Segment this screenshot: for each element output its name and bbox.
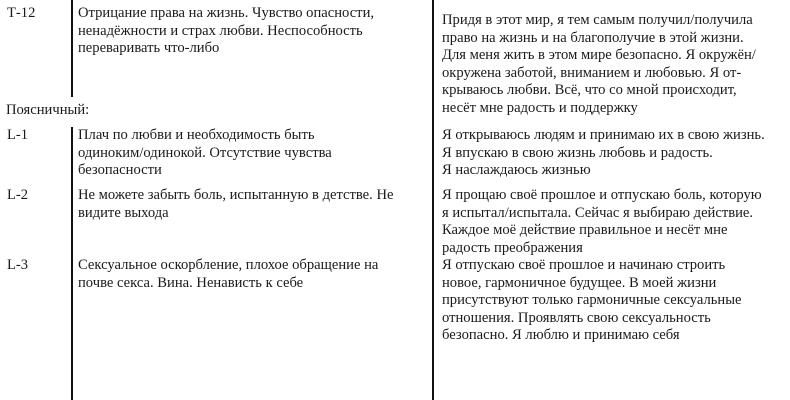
text-line: видите выхода: [78, 204, 169, 221]
text-line: Каждое моё действие правильное и несёт мне: [442, 222, 728, 238]
text-line: окружена заботой, вниманием и любовью. Я от-: [442, 64, 742, 81]
column-divider-right: [432, 0, 434, 400]
text-line: Плач по любви и необходимость быть: [78, 127, 315, 143]
text-line: одиноким/одинокой. Отсутствие чувства: [78, 144, 332, 161]
problem-text: [78, 127, 423, 180]
text-line: Я открываюсь людям и принимаю их в свою жизнь.: [442, 127, 765, 143]
text-line: Я отпускаю своё прошлое и начинаю строить: [442, 257, 726, 273]
text-line: Для меня жить в этом мире безопасно. Я окружён/: [442, 47, 756, 63]
text-line: Сексуальное оскорбление, плохое обращение на: [78, 257, 379, 273]
text-line: крываюсь любви. Всё, что со мной происходит,: [442, 82, 737, 98]
problem-text: [78, 5, 423, 58]
problem-text: [78, 257, 423, 292]
text-line: новое, гармоничное будущее. В моей жизни: [442, 274, 717, 291]
text-line: Я наслаждаюсь жизнью: [442, 162, 591, 178]
text-line: Отрицание права на жизнь. Чувство опасности,: [78, 5, 375, 21]
text-line: Я прощаю своё прошлое и отпускаю боль, которую: [442, 187, 762, 203]
text-line: радость преображения: [442, 239, 583, 256]
text-line: Придя в этот мир, я тем самым получил/получила: [442, 12, 753, 28]
affirmation-text: [442, 12, 787, 117]
text-line: право на жизнь и на благополучие в этой жизни.: [442, 29, 744, 46]
affirmation-text: [442, 187, 787, 257]
text-line: ненадёжности и страх любви. Неспособность: [78, 22, 363, 39]
text-line: безопасно. Я люблю и принимаю себя: [442, 327, 680, 343]
affirmation-text: [442, 257, 787, 345]
column-divider-left-bottom: [71, 127, 73, 400]
text-line: Не можете забыть боль, испытанную в детстве. Не: [78, 187, 394, 203]
vertebra-code: L-2: [7, 187, 29, 203]
text-line: безопасности: [78, 162, 162, 178]
text-line: присутствуют только гармоничные сексуальные: [442, 292, 742, 308]
vertebra-code: Т-12: [7, 5, 36, 21]
affirmation-text: [442, 127, 787, 180]
section-title: Поясничный:: [6, 102, 90, 118]
text-line: почве секса. Вина. Ненависть к себе: [78, 274, 304, 291]
vertebra-code: L-1: [7, 127, 29, 143]
vertebra-code: L-3: [7, 257, 29, 273]
column-divider-left-top: [71, 0, 73, 97]
text-line: Я впускаю в свою жизнь любовь и радость.: [442, 144, 713, 161]
text-line: несёт мне радость и поддержку: [442, 99, 638, 116]
problem-text: [78, 187, 423, 222]
text-line: я испытал/испытала. Сейчас я выбираю действие.: [442, 204, 754, 221]
text-line: отношения. Проявлять свою сексуальность: [442, 309, 711, 326]
text-line: переваривать что-либо: [78, 40, 220, 56]
